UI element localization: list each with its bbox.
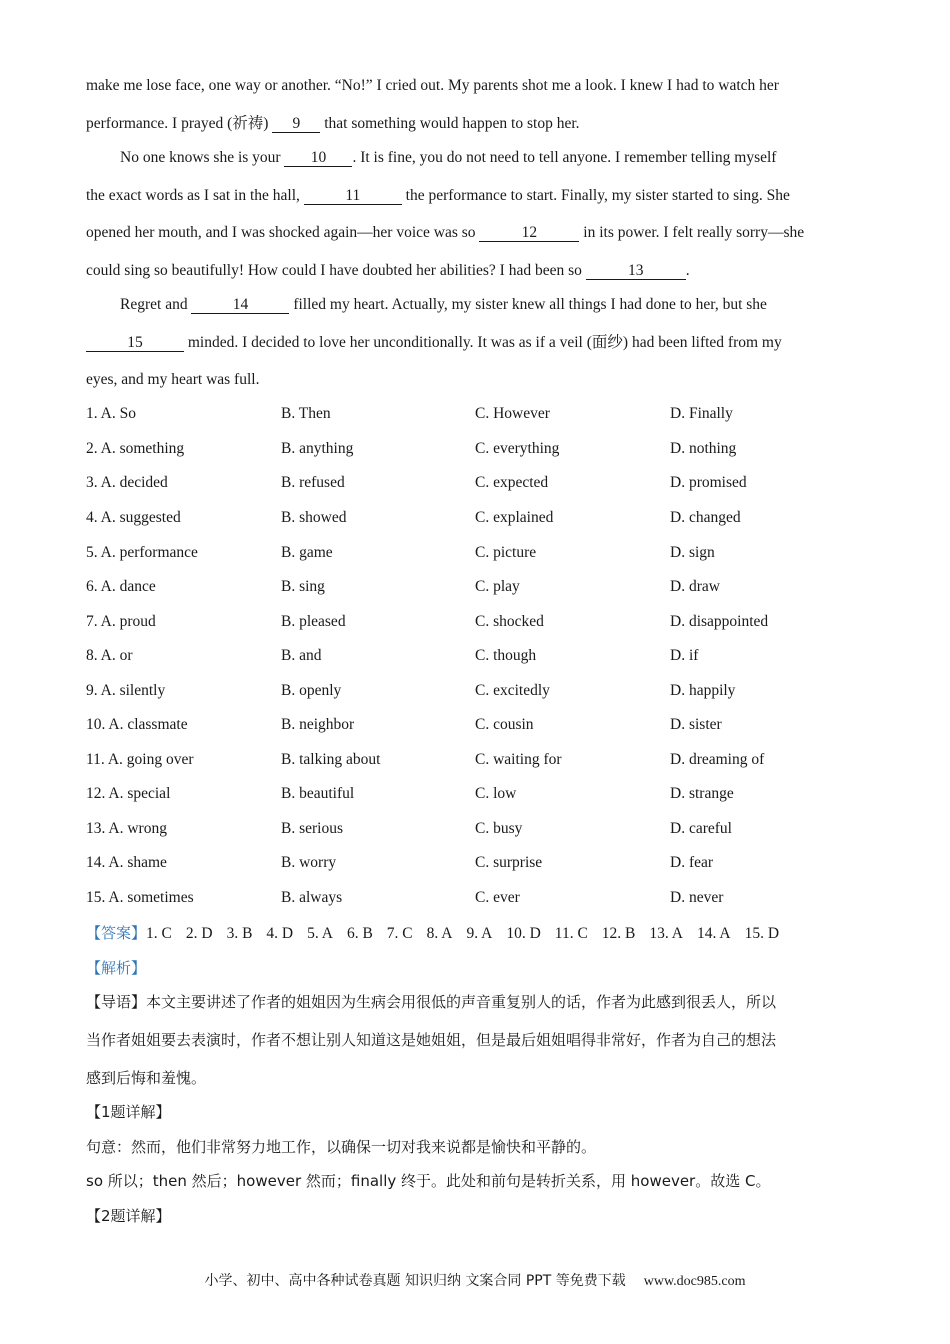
- passage-text: make me lose face, one way or another. “No!” I cried out. My parents shot me a look. I knew I had to watch her: [86, 77, 779, 94]
- option-b: B. anything: [281, 440, 354, 457]
- option-c: C. play: [475, 578, 520, 595]
- option-b: B. serious: [281, 820, 343, 837]
- option-a: 10. A. classmate: [86, 716, 188, 733]
- option-a: 8. A. or: [86, 647, 133, 664]
- blank-14: 14: [191, 296, 289, 314]
- question-row: [86, 612, 862, 632]
- answer-items: [146, 925, 793, 942]
- option-b: B. always: [281, 889, 343, 906]
- passage-text: minded. I decided to love her unconditionally. It was as if a veil (面纱) had been lifted from my: [184, 334, 782, 351]
- option-d: D. fear: [670, 854, 714, 871]
- blank-9: 9: [272, 115, 320, 133]
- option-a: 6. A. dance: [86, 578, 156, 595]
- passage-line: [86, 186, 790, 206]
- question-row: [86, 750, 862, 770]
- passage-text: the performance to start. Finally, my sister started to sing. She: [401, 187, 790, 204]
- footer-site-link[interactable]: www.doc985.com: [643, 1274, 746, 1289]
- answer-item: 8. A: [426, 925, 453, 942]
- answer-item: 2. D: [185, 925, 213, 942]
- option-d: D. sign: [670, 544, 715, 561]
- page-footer: [0, 1270, 950, 1290]
- passage-line: [86, 295, 767, 315]
- option-c: C. ever: [475, 889, 520, 906]
- blank-10: 10: [284, 149, 352, 167]
- option-d: D. strange: [670, 785, 734, 802]
- passage-text: . It is fine, you do not need to tell anyone. I remember telling myself: [352, 149, 777, 166]
- option-b: B. beautiful: [281, 785, 355, 802]
- answer-item: 12. B: [601, 925, 636, 942]
- option-c: C. surprise: [475, 854, 543, 871]
- option-a: 3. A. decided: [86, 474, 168, 491]
- passage-text: .: [685, 262, 690, 279]
- option-d: D. Finally: [670, 405, 733, 422]
- passage-text: could sing so beautifully! How could I have doubted her abilities? I had been so: [86, 262, 586, 279]
- option-b: B. sing: [281, 578, 325, 595]
- passage-line: [86, 333, 782, 353]
- answer-tag: 【答案】: [86, 924, 147, 942]
- answer-item: 15. D: [744, 925, 780, 942]
- option-d: D. happily: [670, 682, 736, 699]
- passage-text: opened her mouth, and I was shocked again—her voice was so: [86, 224, 480, 241]
- guide-text: 感到后悔和羞愧。: [86, 1069, 207, 1087]
- blank-15: 15: [86, 334, 184, 352]
- option-c: C. waiting for: [475, 751, 562, 768]
- option-a: 1. A. So: [86, 405, 136, 422]
- passage-line: [86, 114, 580, 134]
- option-c: C. everything: [475, 440, 560, 457]
- option-a: 4. A. suggested: [86, 509, 181, 526]
- option-b: B. pleased: [281, 613, 346, 630]
- option-d: D. promised: [670, 474, 747, 491]
- passage-line: [86, 261, 690, 281]
- guide-line: [86, 992, 776, 1012]
- option-a: 2. A. something: [86, 440, 185, 457]
- option-c: C. explained: [475, 509, 554, 526]
- option-d: D. draw: [670, 578, 720, 595]
- option-b: B. neighbor: [281, 716, 355, 733]
- answer-item: 1. C: [146, 925, 172, 942]
- answer-item: 14. A: [696, 925, 731, 942]
- q1-explanation: [86, 1171, 770, 1191]
- option-b: B. Then: [281, 405, 331, 422]
- question-row: [86, 473, 862, 493]
- question-row: [86, 646, 862, 666]
- option-a: 9. A. silently: [86, 682, 166, 699]
- option-b: B. game: [281, 544, 333, 561]
- option-c: C. low: [475, 785, 517, 802]
- passage-line: [86, 223, 804, 243]
- q1-explanation-text: so 所以；then 然后；however 然而；finally 终于。此处和前句是转折关系，用 however。故选 C。: [86, 1172, 771, 1190]
- q1-heading-text: 【1题详解】: [86, 1103, 171, 1121]
- q1-meaning-text: 句意：然而，他们非常努力地工作，以确保一切对我来说都是愉快和平静的。: [86, 1138, 597, 1156]
- analysis-tag: 【解析】: [86, 959, 147, 977]
- passage-line: [86, 370, 259, 390]
- q1-heading: [86, 1102, 171, 1122]
- q2-heading-text: 【2题详解】: [86, 1207, 171, 1225]
- answer-item: 5. A: [307, 925, 333, 942]
- question-row: [86, 681, 862, 701]
- option-d: D. never: [670, 889, 724, 906]
- passage-text: that something would happen to stop her.: [320, 115, 580, 132]
- option-c: C. expected: [475, 474, 549, 491]
- option-c: C. cousin: [475, 716, 534, 733]
- guide-text: 当作者姐姐要去表演时，作者不想让别人知道这是她姐姐，但是最后姐姐唱得非常好，作者为自己的想法: [86, 1031, 777, 1049]
- option-c: C. However: [475, 405, 550, 422]
- answer-item: 13. A: [649, 925, 683, 942]
- option-d: D. if: [670, 647, 699, 664]
- question-row: [86, 404, 862, 424]
- passage-text: eyes, and my heart was full.: [86, 371, 260, 388]
- option-a: 11. A. going over: [86, 751, 194, 768]
- question-row: [86, 888, 862, 908]
- passage-text: No one knows she is your: [120, 149, 285, 166]
- analysis-heading: [86, 958, 146, 979]
- question-row: [86, 439, 862, 459]
- q1-meaning: [86, 1137, 596, 1157]
- option-c: C. excitedly: [475, 682, 550, 699]
- passage-text: the exact words as I sat in the hall,: [86, 187, 304, 204]
- option-b: B. worry: [281, 854, 337, 871]
- question-row: [86, 819, 862, 839]
- option-d: D. nothing: [670, 440, 737, 457]
- answer-item: 9. A: [466, 925, 493, 942]
- passage-text: performance. I prayed (祈祷): [86, 115, 273, 132]
- question-row: [86, 577, 862, 597]
- guide-line: [86, 1030, 776, 1050]
- option-b: B. showed: [281, 509, 347, 526]
- answer-key: [86, 923, 793, 944]
- question-row: [86, 853, 862, 873]
- option-c: C. shocked: [475, 613, 544, 630]
- answer-item: 10. D: [506, 925, 541, 942]
- guide-line: [86, 1068, 206, 1088]
- passage-text: filled my heart. Actually, my sister knew all things I had done to her, but she: [289, 296, 767, 313]
- answer-item: 6. B: [346, 925, 373, 942]
- blank-11: 11: [304, 187, 402, 205]
- option-a: 13. A. wrong: [86, 820, 167, 837]
- answer-item: 4. D: [266, 925, 294, 942]
- passage-text: Regret and: [120, 296, 192, 313]
- answer-item: 7. C: [386, 925, 413, 942]
- guide-text: 【导语】本文主要讲述了作者的姐姐因为生病会用很低的声音重复别人的话，作者为此感到很丢人，所以: [86, 993, 777, 1011]
- blank-12: 12: [479, 224, 579, 242]
- option-c: C. picture: [475, 544, 537, 561]
- option-b: B. and: [281, 647, 322, 664]
- question-row: [86, 508, 862, 528]
- passage-line: [86, 148, 776, 168]
- option-d: D. disappointed: [670, 613, 769, 630]
- option-a: 12. A. special: [86, 785, 171, 802]
- passage-text: in its power. I felt really sorry—she: [579, 224, 805, 241]
- option-c: C. busy: [475, 820, 523, 837]
- option-a: 15. A. sometimes: [86, 889, 194, 906]
- option-d: D. careful: [670, 820, 732, 837]
- option-d: D. dreaming of: [670, 751, 765, 768]
- option-d: D. sister: [670, 716, 722, 733]
- question-row: [86, 715, 862, 735]
- footer-text: 小学、初中、高中各种试卷真题 知识归纳 文案合同 PPT 等免费下载: [204, 1273, 626, 1289]
- option-b: B. talking about: [281, 751, 381, 768]
- question-row: [86, 784, 862, 804]
- option-b: B. refused: [281, 474, 345, 491]
- question-row: [86, 543, 862, 563]
- option-d: D. changed: [670, 509, 741, 526]
- answer-item: 11. C: [554, 925, 588, 942]
- option-a: 7. A. proud: [86, 613, 156, 630]
- answer-item: 3. B: [226, 925, 253, 942]
- passage-line: [86, 76, 779, 96]
- q2-heading: [86, 1206, 171, 1226]
- option-c: C. though: [475, 647, 537, 664]
- option-a: 5. A. performance: [86, 544, 198, 561]
- blank-13: 13: [586, 262, 686, 280]
- option-b: B. openly: [281, 682, 342, 699]
- option-a: 14. A. shame: [86, 854, 167, 871]
